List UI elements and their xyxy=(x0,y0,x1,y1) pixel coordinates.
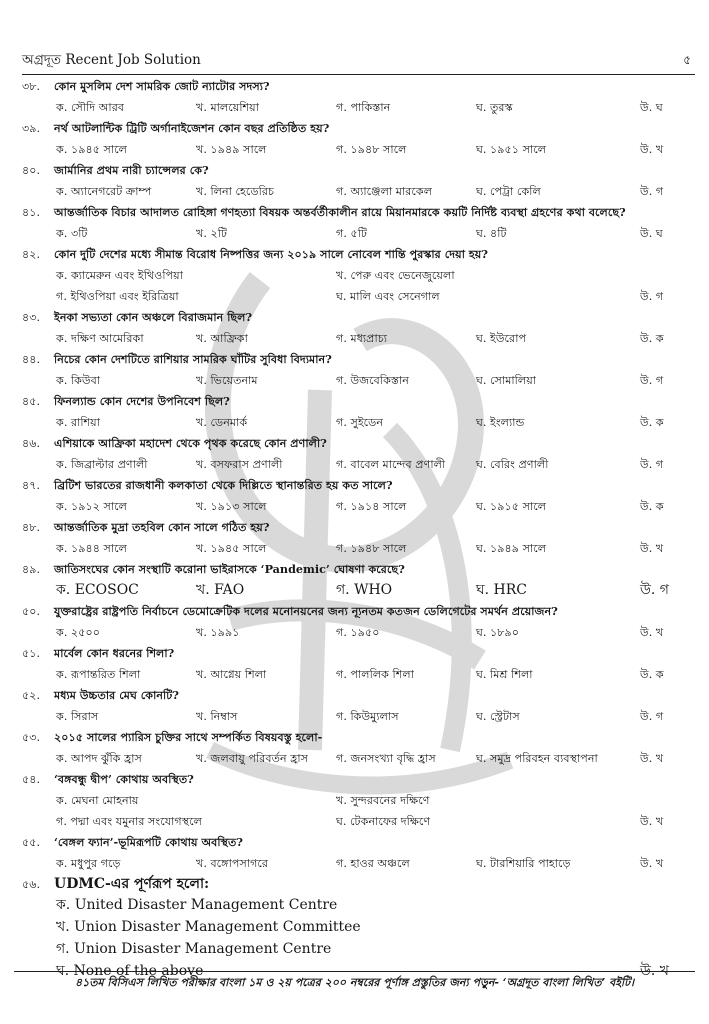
option: ক. ১৯৪৫ সালে xyxy=(56,143,127,156)
option: ঘ. টেকনাফের দক্ষিণে xyxy=(336,815,431,828)
question-number: ৪৮. xyxy=(22,521,41,534)
option: ঘ. সোমালিয়া xyxy=(476,374,537,387)
question-item xyxy=(22,118,695,160)
question-number: ৪৭. xyxy=(22,479,41,492)
option: খ. ডেনমার্ক xyxy=(196,416,248,429)
option: ক. ক্যামেরুন এবং ইথিওপিয়া xyxy=(56,269,184,282)
header-title: অগ্রদূত Recent Job Solution xyxy=(22,52,201,68)
answer: উ. গ xyxy=(640,374,664,387)
question-number: ৫৪. xyxy=(22,773,41,786)
option: ক. ১৯৪৪ সালে xyxy=(56,542,127,555)
question-number: ৪৫. xyxy=(22,395,41,408)
question-line xyxy=(22,685,695,706)
option-row xyxy=(22,97,695,118)
option-row xyxy=(22,538,695,559)
option: খ. আগ্নেয় শিলা xyxy=(196,668,267,681)
option: ক. United Disaster Management Centre xyxy=(56,897,338,913)
option: ঘ. ১৯১৫ সালে xyxy=(476,500,547,513)
option-row xyxy=(22,328,695,349)
option: ক. জিব্রাল্টার প্রণালী xyxy=(56,458,148,471)
question-text: ফিনল্যান্ড কোন দেশের উপনিবেশ ছিল? xyxy=(54,394,230,408)
answer: উ. খ xyxy=(640,626,664,639)
option: ক. ১৯১২ সালে xyxy=(56,500,128,513)
question-item xyxy=(22,769,695,832)
answer: উ. ঘ xyxy=(640,227,663,240)
option: ক. আপদ ঝুঁকি হ্রাস xyxy=(56,752,142,765)
question-item xyxy=(22,160,695,202)
option: গ. ১৯৪৮ সালে xyxy=(336,542,407,555)
question-item xyxy=(22,244,695,307)
option: গ. WHO xyxy=(336,582,393,598)
option-row xyxy=(22,181,695,202)
question-line xyxy=(22,202,695,223)
option: খ. FAO xyxy=(196,582,245,598)
answer: উ. ক xyxy=(640,500,664,513)
question-line xyxy=(22,832,695,853)
option-row xyxy=(22,370,695,391)
option: খ. ১৯৯১ xyxy=(196,626,240,639)
option: গ. উজবেকিস্তান xyxy=(336,374,409,387)
option-row xyxy=(22,706,695,727)
option: ঘ. বেরিং প্রণালী xyxy=(476,458,549,471)
answer: উ. গ xyxy=(640,582,669,598)
option: খ. বসফরাস প্রণালী xyxy=(196,458,283,471)
question-item xyxy=(22,307,695,349)
question-text: নিচের কোন দেশটিতে রাশিয়ার সামরিক ঘাঁটির সুবিধা বিদ্যমান? xyxy=(54,352,332,366)
question-number: ৫৫. xyxy=(22,836,41,849)
question-number: ৩৯. xyxy=(22,122,41,135)
question-line xyxy=(22,244,695,265)
answer: উ. খ xyxy=(640,857,664,870)
option: ঘ. সমুদ্র পরিবহন ব্যবস্থাপনা xyxy=(476,752,598,765)
option-row xyxy=(22,917,695,939)
page-header xyxy=(22,48,695,75)
question-line xyxy=(22,118,695,139)
answer: উ. খ xyxy=(640,815,664,828)
option: ঘ. HRC xyxy=(476,582,528,598)
question-item xyxy=(22,349,695,391)
option: ঘ. ১৯৪৯ সালে xyxy=(476,542,547,555)
question-line xyxy=(22,160,695,181)
option: গ. ৫টি xyxy=(336,227,368,240)
question-text: নর্থ আটলান্টিক ট্রিটি অর্গানাইজেশন কোন বছর প্রতিষ্ঠিত হয়? xyxy=(54,121,330,135)
option: ক. মেঘনা মোহনায় xyxy=(56,794,139,807)
question-item xyxy=(22,559,695,601)
option-row xyxy=(22,454,695,475)
page-number: ৫ xyxy=(683,53,691,67)
option: ক. ৩টি xyxy=(56,227,88,240)
option: ঘ. None of the above xyxy=(56,963,204,979)
option: গ. অ্যাঞ্জেলা মারকেল xyxy=(336,185,433,198)
question-item xyxy=(22,643,695,685)
answer: উ. খ xyxy=(640,143,664,156)
question-line xyxy=(22,874,695,895)
question-number: ৪৯. xyxy=(22,563,41,576)
option-row xyxy=(22,622,695,643)
option-row xyxy=(22,853,695,874)
option: ঘ. তুরস্ক xyxy=(476,101,513,114)
question-item xyxy=(22,202,695,244)
option: খ. সুন্দরবনের দক্ষিণে xyxy=(336,794,430,807)
option: ক. রাশিয়া xyxy=(56,416,100,429)
option: ঘ. টারশিয়ারি পাহাড়ে xyxy=(476,857,571,870)
option-row xyxy=(22,496,695,517)
option: গ. ১৯৪৮ সালে xyxy=(336,143,407,156)
option: খ. পেরু এবং ভেনেজুয়েলা xyxy=(336,269,455,282)
question-text: জাতিসংঘের কোন সংস্থাটি করোনা ভাইরাসকে ‘Pandemic’ ঘোষণা করেছে? xyxy=(54,562,405,576)
option: গ. সুইডেন xyxy=(336,416,384,429)
option: গ. ১৯১৪ সালে xyxy=(336,500,407,513)
question-item xyxy=(22,433,695,475)
answer: উ. ক xyxy=(640,416,664,429)
answer: উ. ঘ xyxy=(640,101,663,114)
answer: উ. গ xyxy=(640,290,664,303)
question-text: এশিয়াকে আফ্রিকা মহাদেশ থেকে পৃথক করেছে কোন প্রণালী? xyxy=(54,436,327,450)
option: খ. বঙ্গোপসাগরে xyxy=(196,857,269,870)
option: গ. ১৯৫০ xyxy=(336,626,380,639)
question-item xyxy=(22,391,695,433)
option-row xyxy=(22,139,695,160)
option-row xyxy=(22,286,695,307)
option: গ. পাকিস্তান xyxy=(336,101,391,114)
option: খ. ভিয়েতনাম xyxy=(196,374,258,387)
question-text: UDMC-এর পূর্ণরূপ হলো: xyxy=(54,876,210,892)
question-number: ৪০. xyxy=(22,164,41,177)
option-row xyxy=(22,895,695,917)
answer: উ. গ xyxy=(640,458,664,471)
option: গ. পাললিক শিলা xyxy=(336,668,414,681)
option: গ. পদ্মা এবং যমুনার সংযোগস্থলে xyxy=(56,815,202,828)
question-line xyxy=(22,475,695,496)
question-line xyxy=(22,727,695,748)
option: খ. নিম্বাস xyxy=(196,710,238,723)
option-row xyxy=(22,223,695,244)
option: গ. মধ্যপ্রাচ্য xyxy=(336,332,388,345)
question-line xyxy=(22,391,695,412)
option: খ. ১৯৪৯ সালে xyxy=(196,143,267,156)
option: ক. ২৫০০ xyxy=(56,626,101,639)
question-text: ব্রিটিশ ভারতের রাজধানী কলকাতা থেকে দিল্লিতে স্থানান্তরিত হয় কত সালে? xyxy=(54,478,393,492)
question-line xyxy=(22,349,695,370)
question-item xyxy=(22,601,695,643)
option: গ. ইথিওপিয়া এবং ইরিত্রিয়া xyxy=(56,290,179,303)
option-row xyxy=(22,790,695,811)
question-text: মার্বেল কোন ধরনের শিলা? xyxy=(54,646,175,660)
option: গ. কিউম্যুলাস xyxy=(336,710,399,723)
answer: উ. ক xyxy=(640,668,664,681)
option: ক. ECOSOC xyxy=(56,582,139,598)
question-text: জার্মানির প্রথম নারী চ্যান্সেলর কে? xyxy=(54,163,209,177)
footer-note: ৪১তম বিসিএস লিখিত পরীক্ষার বাংলা ১ম ও ২য় পত্রের ২০০ নম্বরের পূর্ণাঙ্গ প্রস্তুতির জন্য পড়ুন- ‘অগ্রদূত বাংলা লিখিত’ বইটি। xyxy=(14,971,695,993)
question-text: ‘বেঙ্গল ফ্যান’-ভূমিরূপটি কোথায় অবস্থিত? xyxy=(54,835,243,849)
question-number: ৫১. xyxy=(22,647,41,660)
question-line xyxy=(22,307,695,328)
question-item xyxy=(22,874,695,983)
question-number: ৩৮. xyxy=(22,80,41,93)
answer: উ. খ xyxy=(640,542,664,555)
option-row xyxy=(22,412,695,433)
option: ঘ. পেট্রা কেলি xyxy=(476,185,541,198)
option: গ. বাবেল মান্দেব প্রণালী xyxy=(336,458,446,471)
question-number: ৫০. xyxy=(22,605,41,618)
answer: উ. গ xyxy=(640,710,664,723)
question-line xyxy=(22,517,695,538)
option: ঘ. স্ট্রেটাস xyxy=(476,710,520,723)
option: ক. কিউবা xyxy=(56,374,101,387)
question-item xyxy=(22,685,695,727)
question-number: ৫৬. xyxy=(22,878,41,891)
answer: উ. ক xyxy=(640,332,664,345)
option: খ. ২টি xyxy=(196,227,228,240)
question-number: ৫২. xyxy=(22,689,41,702)
question-line xyxy=(22,433,695,454)
option: ক. দক্ষিণ আমেরিকা xyxy=(56,332,144,345)
question-item xyxy=(22,727,695,769)
question-text: ‘বঙ্গবন্ধু দ্বীপ’ কোথায় অবস্থিত? xyxy=(54,772,194,786)
option: ঘ. ৪টি xyxy=(476,227,507,240)
option: গ. জনসংখ্যা বৃদ্ধি হ্রাস xyxy=(336,752,436,765)
question-number: ৪৬. xyxy=(22,437,41,450)
question-text: ইনকা সভ্যতা কোন অঞ্চলে বিরাজমান ছিল? xyxy=(54,310,253,324)
option-row xyxy=(22,664,695,685)
question-item xyxy=(22,832,695,874)
option-row xyxy=(22,265,695,286)
question-line xyxy=(22,76,695,97)
question-number: ৫৩. xyxy=(22,731,41,744)
question-text: কোন দুটি দেশের মধ্যে সীমান্ত বিরোধ নিষ্পত্তির জন্য ২০১৯ সালে নোবেল শান্তি পুরস্কার দেয়া হয়? xyxy=(54,247,488,261)
question-item xyxy=(22,475,695,517)
question-list xyxy=(22,76,695,983)
question-item xyxy=(22,517,695,559)
option: ঘ. মিশ্র শিলা xyxy=(476,668,533,681)
option: খ. Union Disaster Management Committee xyxy=(56,919,361,935)
option: ক. সিরাস xyxy=(56,710,99,723)
option: ঘ. ১৮৯০ xyxy=(476,626,520,639)
question-text: ২০১৫ সালের প্যারিস চুক্তির সাথে সম্পর্কিত বিষয়বস্তু হলো- xyxy=(54,730,323,744)
question-item xyxy=(22,76,695,118)
option: ঘ. ১৯৫১ সালে xyxy=(476,143,547,156)
option: ক. অ্যানেগরেট ক্রাম্প xyxy=(56,185,152,198)
answer: উ. গ xyxy=(640,185,664,198)
question-number: ৪২. xyxy=(22,248,41,261)
question-text: যুক্তরাষ্ট্রের রাষ্ট্রপতি নির্বাচনে ডেমোক্রেটিক দলের মনোনয়নের জন্য ন্যূনতম কতজন ডেলিগেটের সমর্থন প্রয়োজন? xyxy=(54,604,558,618)
question-text: আন্তর্জাতিক মুদ্রা তহবিল কোন সালে গঠিত হয়? xyxy=(54,520,270,534)
question-number: ৪৪. xyxy=(22,353,41,366)
option: খ. ১৯৪৫ সালে xyxy=(196,542,267,555)
answer: উ. খ xyxy=(640,963,669,979)
option: খ. ১৯১৩ সালে xyxy=(196,500,267,513)
option: ক. সৌদি আরব xyxy=(56,101,125,114)
question-text: মধ্যম উচ্চতার মেঘ কোনটি? xyxy=(54,688,179,702)
option: খ. জলবায়ু পরিবর্তন হ্রাস xyxy=(196,752,309,765)
option-row xyxy=(22,811,695,832)
question-line xyxy=(22,643,695,664)
answer: উ. খ xyxy=(640,752,664,765)
question-line xyxy=(22,769,695,790)
option: ক. মধুপুর গড়ে xyxy=(56,857,121,870)
option: গ. হাওর অঞ্চলে xyxy=(336,857,410,870)
option-row xyxy=(22,939,695,961)
option: গ. Union Disaster Management Centre xyxy=(56,941,332,957)
option: খ. মালয়েশিয়া xyxy=(196,101,259,114)
option: ঘ. মালি এবং সেনেগাল xyxy=(336,290,440,303)
question-text: আন্তর্জাতিক বিচার আদালত রোহিঙ্গা গণহত্যা বিষয়ক অন্তর্বর্তীকালীন রায়ে মিয়ানমারকে কয়টি নির্দিষ্ট ব্যবস্থা গ্রহণের কথা বলেছে? xyxy=(54,205,626,219)
option-row xyxy=(22,748,695,769)
option: খ. আফ্রিকা xyxy=(196,332,248,345)
option: ক. রূপান্তরিত শিলা xyxy=(56,668,141,681)
question-number: ৪১. xyxy=(22,206,41,219)
question-text: কোন মুসলিম দেশ সামরিক জোট ন্যাটোর সদস্য? xyxy=(54,79,270,93)
option: ঘ. ইংল্যান্ড xyxy=(476,416,525,429)
option-row xyxy=(22,580,695,601)
question-line xyxy=(22,559,695,580)
question-number: ৪৩. xyxy=(22,311,41,324)
option: খ. লিনা হেডেরিচ xyxy=(196,185,275,198)
question-line xyxy=(22,601,695,622)
option: ঘ. ইউরোপ xyxy=(476,332,527,345)
